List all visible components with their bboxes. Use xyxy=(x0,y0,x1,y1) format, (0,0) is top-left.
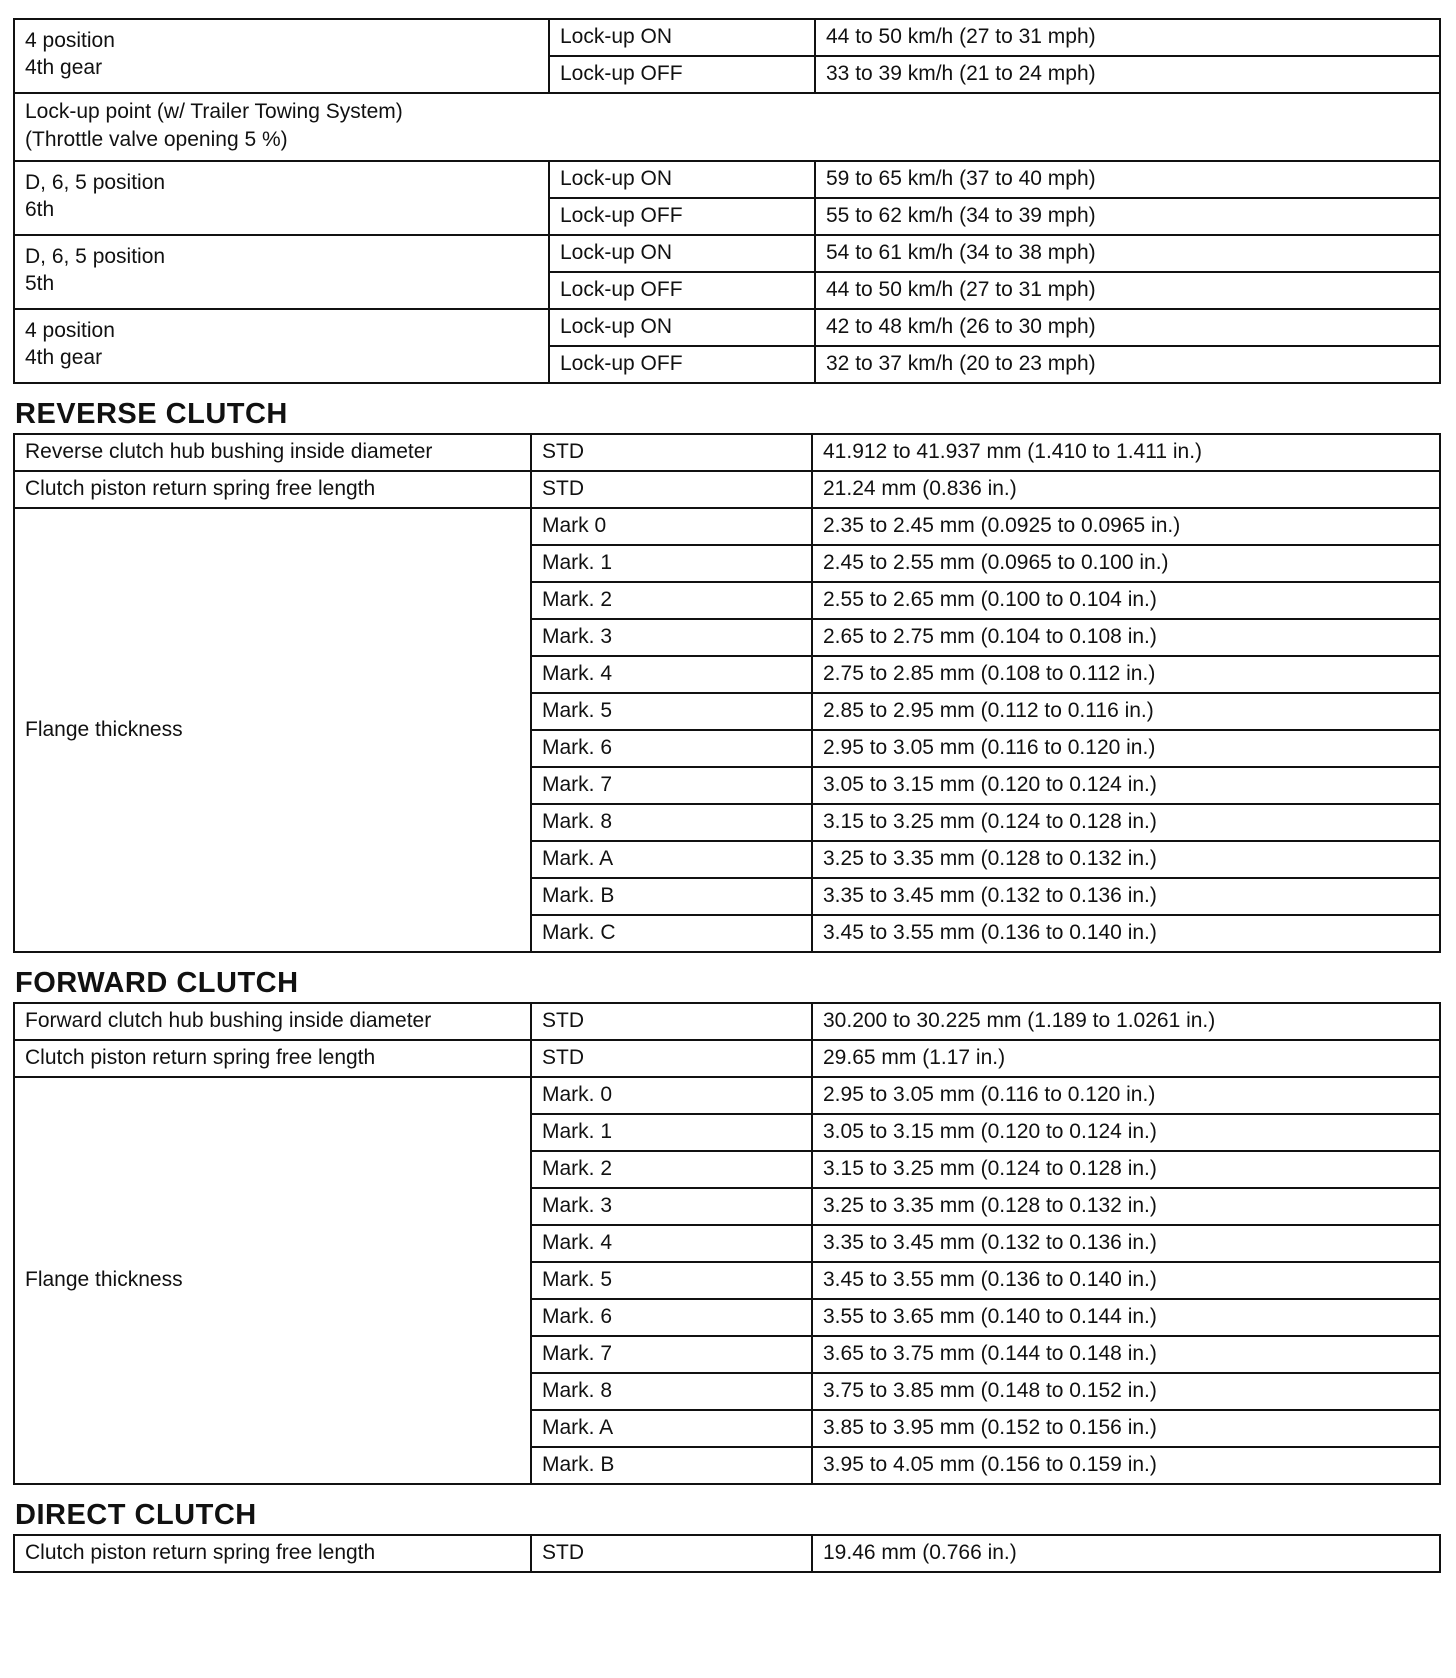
flange-value: 2.75 to 2.85 mm (0.108 to 0.112 in.) xyxy=(812,656,1440,693)
reverse-clutch-table xyxy=(13,433,1441,953)
flange-mark: Mark 0 xyxy=(531,508,812,545)
spec-value: 41.912 to 41.937 mm (1.410 to 1.411 in.) xyxy=(812,434,1440,471)
spec-item: Clutch piston return spring free length xyxy=(14,471,531,508)
spec-item: Clutch piston return spring free length xyxy=(14,1535,531,1572)
flange-mark: Mark. 5 xyxy=(531,1262,812,1299)
spec-item: Forward clutch hub bushing inside diameter xyxy=(14,1003,531,1040)
lockup-on-label: Lock-up ON xyxy=(549,309,815,346)
spec-value: 30.200 to 30.225 mm (1.189 to 1.0261 in.) xyxy=(812,1003,1440,1040)
flange-value: 3.45 to 3.55 mm (0.136 to 0.140 in.) xyxy=(812,915,1440,952)
flange-value: 3.15 to 3.25 mm (0.124 to 0.128 in.) xyxy=(812,1151,1440,1188)
flange-value: 3.25 to 3.35 mm (0.128 to 0.132 in.) xyxy=(812,1188,1440,1225)
flange-mark: Mark. 2 xyxy=(531,1151,812,1188)
flange-value: 3.15 to 3.25 mm (0.124 to 0.128 in.) xyxy=(812,804,1440,841)
lockup-off-label: Lock-up OFF xyxy=(549,346,815,383)
position-cell xyxy=(14,19,549,93)
flange-value: 3.95 to 4.05 mm (0.156 to 0.159 in.) xyxy=(812,1447,1440,1484)
spec-value: 19.46 mm (0.766 in.) xyxy=(812,1535,1440,1572)
flange-value: 3.65 to 3.75 mm (0.144 to 0.148 in.) xyxy=(812,1336,1440,1373)
flange-thickness-label: Flange thickness xyxy=(14,1077,531,1484)
flange-value: 2.85 to 2.95 mm (0.112 to 0.116 in.) xyxy=(812,693,1440,730)
flange-mark: Mark. 8 xyxy=(531,804,812,841)
spec-condition: STD xyxy=(531,471,812,508)
flange-value: 2.65 to 2.75 mm (0.104 to 0.108 in.) xyxy=(812,619,1440,656)
gear-line: 4th gear xyxy=(25,346,103,369)
flange-mark: Mark. 8 xyxy=(531,1373,812,1410)
position-cell xyxy=(14,235,549,309)
spec-item: Reverse clutch hub bushing inside diameter xyxy=(14,434,531,471)
flange-value: 3.35 to 3.45 mm (0.132 to 0.136 in.) xyxy=(812,878,1440,915)
table-row xyxy=(14,508,1440,545)
spec-condition: STD xyxy=(531,1003,812,1040)
flange-value: 2.55 to 2.65 mm (0.100 to 0.104 in.) xyxy=(812,582,1440,619)
gear-line: 4th gear xyxy=(25,56,103,79)
lockup-off-label: Lock-up OFF xyxy=(549,56,815,93)
position-line: D, 6, 5 position xyxy=(25,245,166,268)
lockup-off-value: 32 to 37 km/h (20 to 23 mph) xyxy=(815,346,1440,383)
flange-mark: Mark. 1 xyxy=(531,545,812,582)
lockup-off-label: Lock-up OFF xyxy=(549,272,815,309)
flange-value: 3.45 to 3.55 mm (0.136 to 0.140 in.) xyxy=(812,1262,1440,1299)
flange-mark: Mark. 5 xyxy=(531,693,812,730)
table-row xyxy=(14,1077,1440,1114)
table-row xyxy=(14,471,1440,508)
flange-value: 3.25 to 3.35 mm (0.128 to 0.132 in.) xyxy=(812,841,1440,878)
flange-mark: Mark. 7 xyxy=(531,1336,812,1373)
flange-value: 3.05 to 3.15 mm (0.120 to 0.124 in.) xyxy=(812,1114,1440,1151)
lockup-on-value: 42 to 48 km/h (26 to 30 mph) xyxy=(815,309,1440,346)
lockup-on-label: Lock-up ON xyxy=(549,235,815,272)
flange-mark: Mark. B xyxy=(531,878,812,915)
lockup-off-value: 33 to 39 km/h (21 to 24 mph) xyxy=(815,56,1440,93)
forward-clutch-table xyxy=(13,1002,1441,1485)
position-cell xyxy=(14,309,549,383)
flange-mark: Mark. 3 xyxy=(531,619,812,656)
lockup-off-value: 44 to 50 km/h (27 to 31 mph) xyxy=(815,272,1440,309)
position-line: 4 position xyxy=(25,29,115,52)
table-row xyxy=(14,1040,1440,1077)
table-row xyxy=(14,161,1440,198)
position-cell xyxy=(14,161,549,235)
flange-mark: Mark. A xyxy=(531,841,812,878)
lockup-on-value: 59 to 65 km/h (37 to 40 mph) xyxy=(815,161,1440,198)
spec-value: 21.24 mm (0.836 in.) xyxy=(812,471,1440,508)
lockup-off-value: 55 to 62 km/h (34 to 39 mph) xyxy=(815,198,1440,235)
lockup-on-label: Lock-up ON xyxy=(549,161,815,198)
section-title-reverse-clutch: REVERSE CLUTCH xyxy=(15,398,288,430)
flange-mark: Mark. 4 xyxy=(531,656,812,693)
flange-mark: Mark. 6 xyxy=(531,1299,812,1336)
flange-value: 3.75 to 3.85 mm (0.148 to 0.152 in.) xyxy=(812,1373,1440,1410)
table-row xyxy=(14,1535,1440,1572)
flange-value: 2.45 to 2.55 mm (0.0965 to 0.100 in.) xyxy=(812,545,1440,582)
spec-condition: STD xyxy=(531,1535,812,1572)
flange-mark: Mark. 4 xyxy=(531,1225,812,1262)
lockup-on-label: Lock-up ON xyxy=(549,19,815,56)
spec-page xyxy=(13,18,1441,1573)
flange-mark: Mark. B xyxy=(531,1447,812,1484)
section-title-forward-clutch: FORWARD CLUTCH xyxy=(15,967,299,999)
flange-mark: Mark. A xyxy=(531,1410,812,1447)
note-line: Lock-up point (w/ Trailer Towing System) xyxy=(25,100,403,123)
table-row xyxy=(14,235,1440,272)
gear-line: 5th xyxy=(25,272,55,295)
position-line: 4 position xyxy=(25,319,115,342)
flange-mark: Mark. 0 xyxy=(531,1077,812,1114)
table-row xyxy=(14,434,1440,471)
flange-mark: Mark. C xyxy=(531,915,812,952)
flange-value: 3.05 to 3.15 mm (0.120 to 0.124 in.) xyxy=(812,767,1440,804)
lockup-point-table xyxy=(13,18,1441,384)
direct-clutch-table xyxy=(13,1534,1441,1573)
lockup-on-value: 54 to 61 km/h (34 to 38 mph) xyxy=(815,235,1440,272)
table-row xyxy=(14,309,1440,346)
flange-value: 3.85 to 3.95 mm (0.152 to 0.156 in.) xyxy=(812,1410,1440,1447)
position-line: D, 6, 5 position xyxy=(25,171,166,194)
flange-mark: Mark. 1 xyxy=(531,1114,812,1151)
table-row xyxy=(14,19,1440,56)
spec-item: Clutch piston return spring free length xyxy=(14,1040,531,1077)
note-line: (Throttle valve opening 5 %) xyxy=(25,128,288,151)
section-title-direct-clutch: DIRECT CLUTCH xyxy=(15,1499,257,1531)
lockup-on-value: 44 to 50 km/h (27 to 31 mph) xyxy=(815,19,1440,56)
flange-value: 2.95 to 3.05 mm (0.116 to 0.120 in.) xyxy=(812,1077,1440,1114)
flange-mark: Mark. 6 xyxy=(531,730,812,767)
flange-value: 2.35 to 2.45 mm (0.0925 to 0.0965 in.) xyxy=(812,508,1440,545)
flange-value: 2.95 to 3.05 mm (0.116 to 0.120 in.) xyxy=(812,730,1440,767)
flange-mark: Mark. 7 xyxy=(531,767,812,804)
flange-mark: Mark. 2 xyxy=(531,582,812,619)
flange-thickness-label: Flange thickness xyxy=(14,508,531,952)
gear-line: 6th xyxy=(25,198,55,221)
flange-value: 3.55 to 3.65 mm (0.140 to 0.144 in.) xyxy=(812,1299,1440,1336)
flange-mark: Mark. 3 xyxy=(531,1188,812,1225)
spec-condition: STD xyxy=(531,434,812,471)
flange-value: 3.35 to 3.45 mm (0.132 to 0.136 in.) xyxy=(812,1225,1440,1262)
table-row xyxy=(14,1003,1440,1040)
spec-value: 29.65 mm (1.17 in.) xyxy=(812,1040,1440,1077)
spec-condition: STD xyxy=(531,1040,812,1077)
lockup-off-label: Lock-up OFF xyxy=(549,198,815,235)
trailer-towing-note xyxy=(14,93,1440,161)
table-row xyxy=(14,93,1440,161)
